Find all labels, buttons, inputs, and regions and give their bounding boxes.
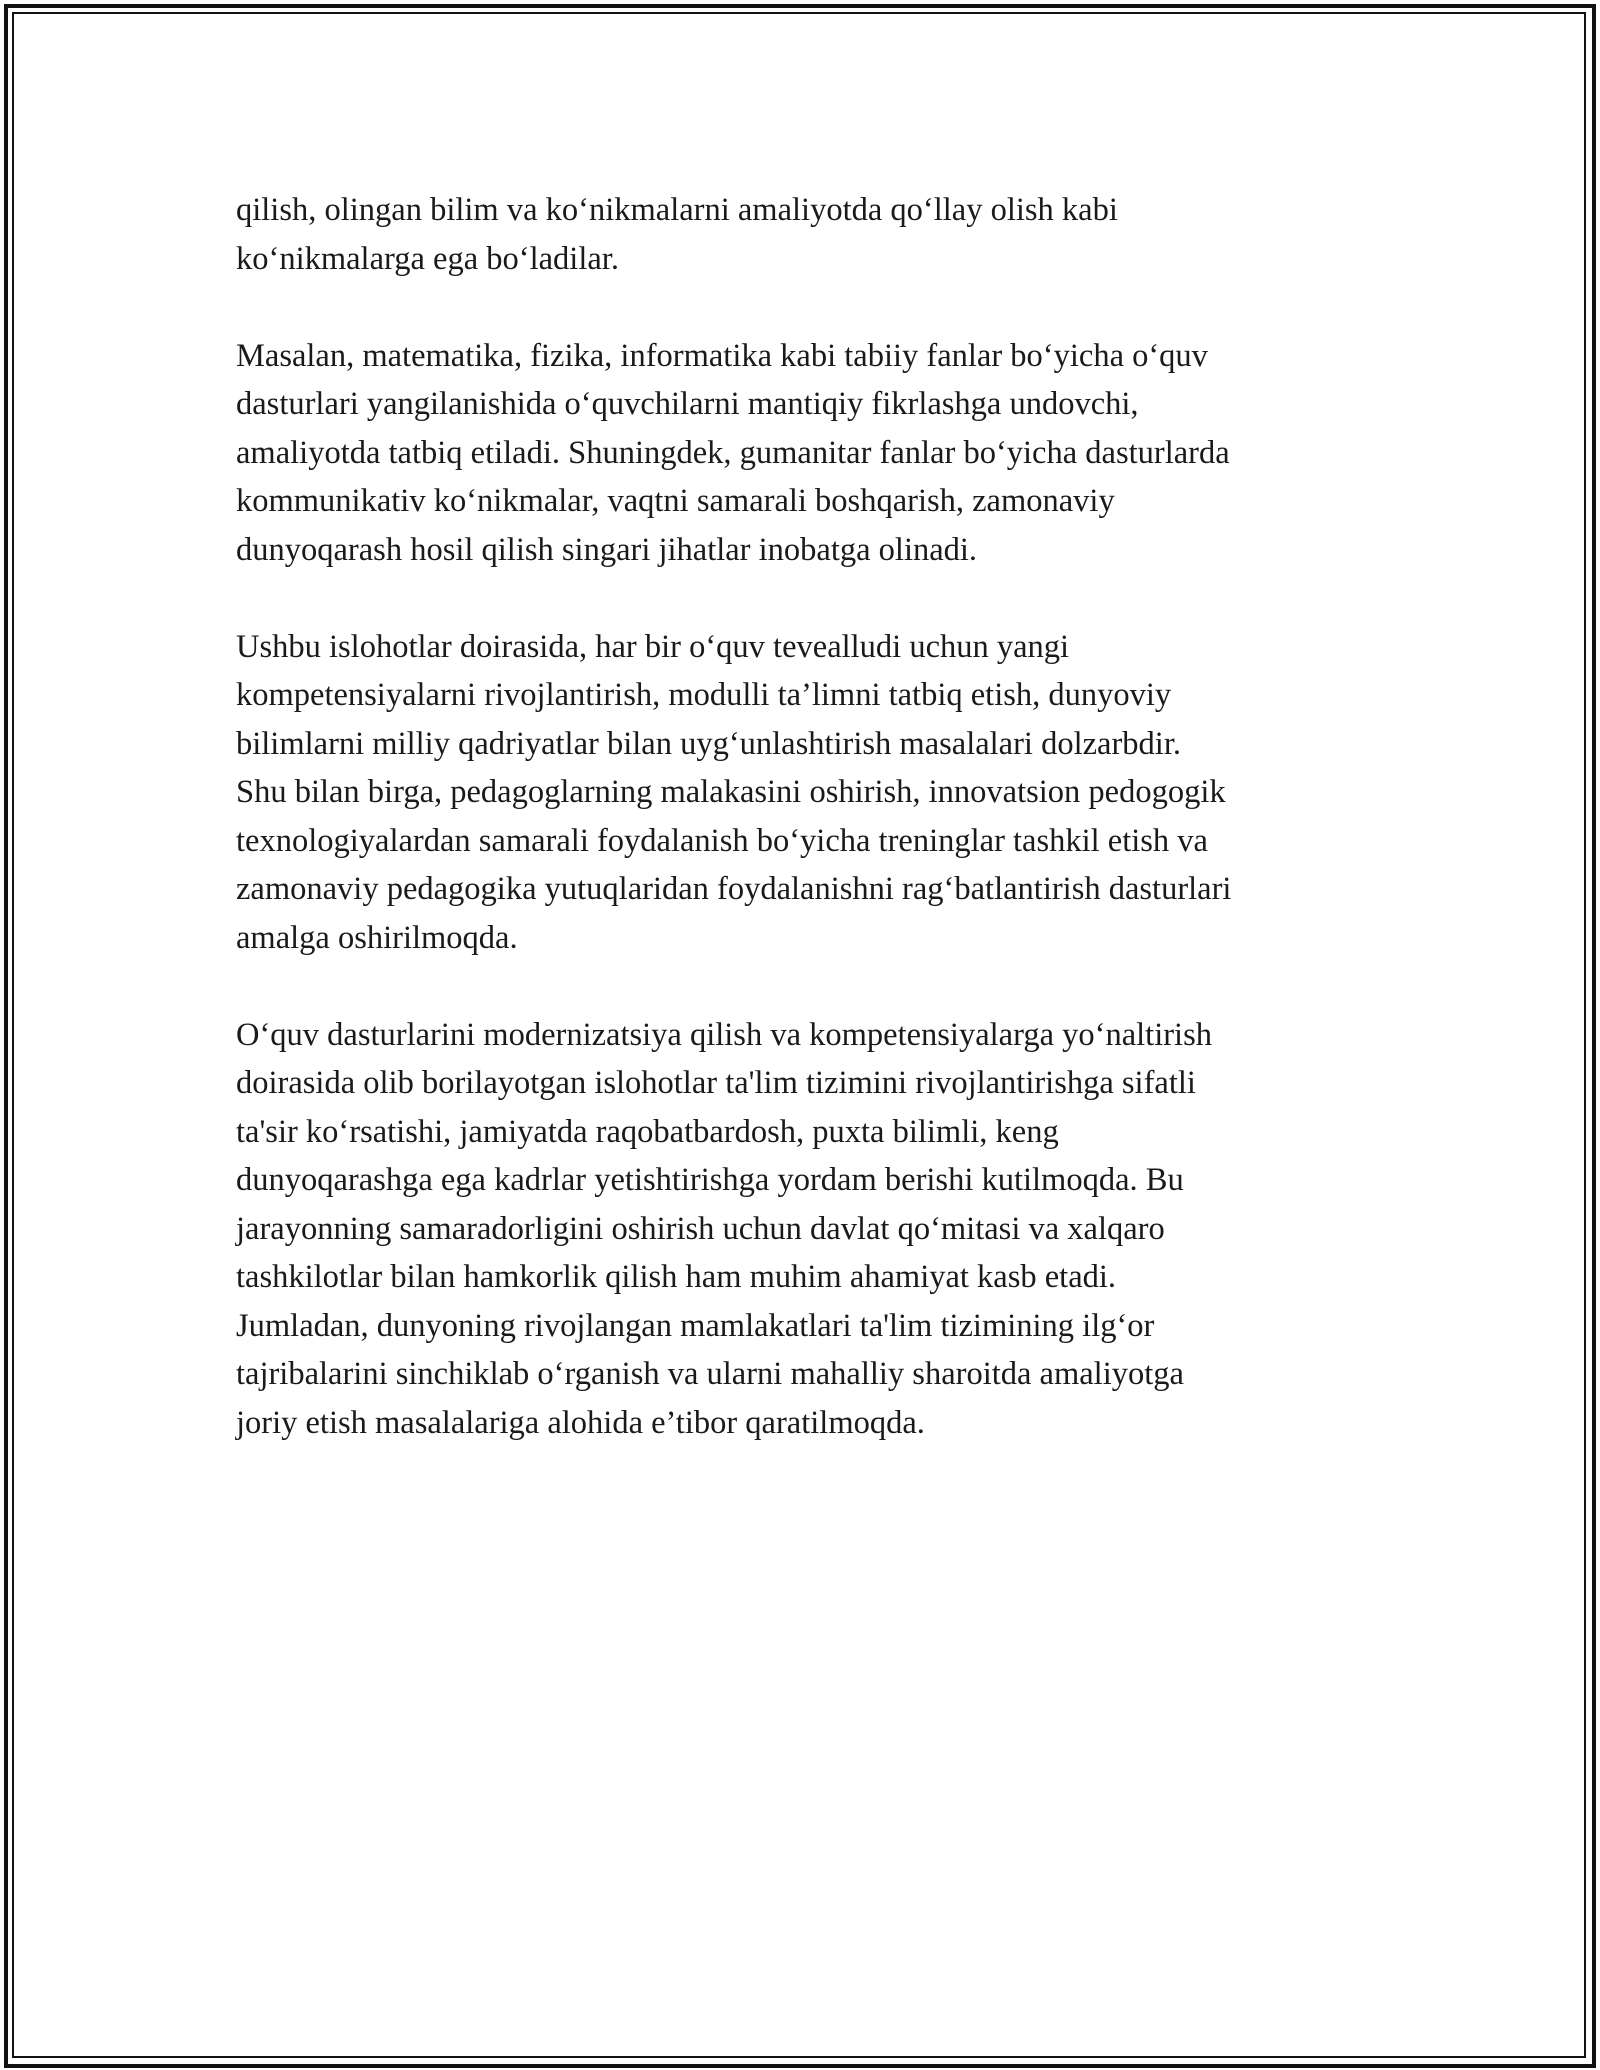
paragraph-4: O‘quv dasturlarini modernizatsiya qilish va kompetensiyalarga yo‘naltirish doirasida olib borilayotgan islohotlar ta'lim tizimini rivojlantirishga sifatli ta'sir ko‘rsatishi, jamiyatda raqobatbardosh, puxta bilimli, keng dunyoqarashga ega kadrlar yetishtirishga yordam berishi kutilmoqda. Bu jarayonning samaradorligini oshirish uchun davlat qo‘mitasi va xalqaro tashkilotlar bilan hamkorlik qilish ham muhim ahamiyat kasb etadi. Jumladan, dunyoning rivojlangan mamlakatlari ta'lim tizimining ilg‘or tajribalarini sinchiklab o‘rganish va ularni mahalliy sharoitda amaliyotga joriy etish masalalariga alohida e’tibor qaratilmoqda. [236,1016,1212,1441]
document-body [236,186,1376,1496]
paragraph-3: Ushbu islohotlar doirasida, har bir o‘quv tevealludi uchun yangi kompetensiyalarni rivojlantirish, modulli ta’limni tatbiq etish, dunyoviy bilimlarni milliy qadriyatlar bilan uyg‘unlashtirish masalalari dolzarbdir. Shu bilan birga, pedagoglarning malakasini oshirish, innovatsion pedogogik texnologiyalardan samarali foydalanish bo‘yicha treninglar tashkil etish va zamonaviy pedagogika yutuqlaridan foydalanishni rag‘batlantirish dasturlari amalga oshirilmoqda. [236,628,1232,956]
paragraph-1: qilish, olingan bilim va ko‘nikmalarni amaliyotda qo‘llay olish kabi ko‘nikmalarga ega bo‘ladilar. [236,192,1118,277]
paragraph-2: Masalan, matematika, fizika, informatika kabi tabiiy fanlar bo‘yicha o‘quv dasturlari yangilanishida o‘quvchilarni mantiqiy fikrlashga undovchi, amaliyotda tatbiq etiladi. Shuningdek, gumanitar fanlar bo‘yicha dasturlarda kommunikativ ko‘nikmalar, vaqtni samarali boshqarish, zamonaviy dunyoqarash hosil qilish singari jihatlar inobatga olinadi. [236,337,1230,568]
